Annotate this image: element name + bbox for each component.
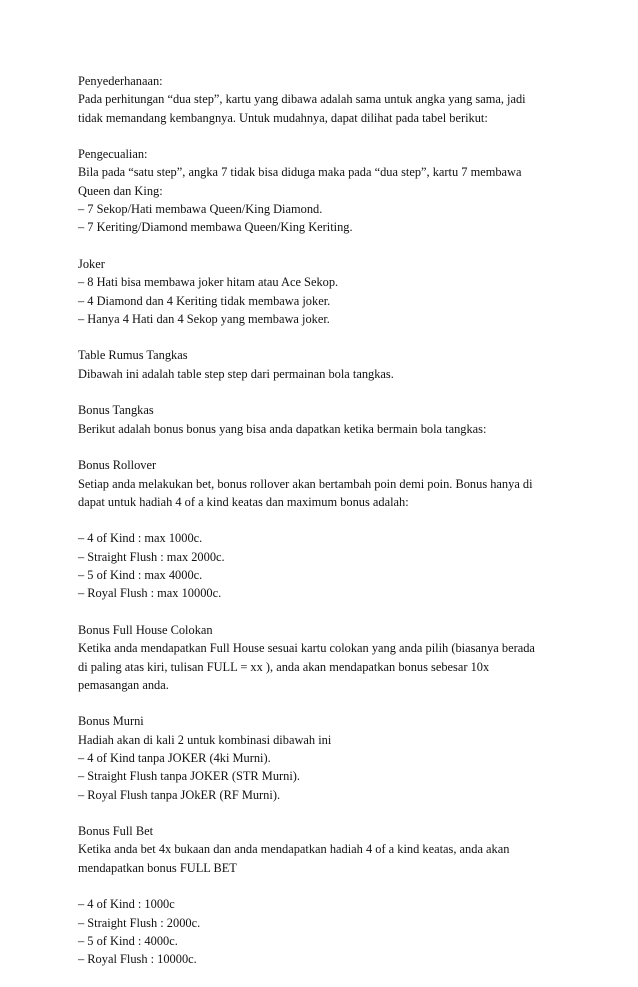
section-heading: Penyederhanaan: [78,74,163,88]
list-item: – Royal Flush : max 10000c. [78,586,222,601]
list-item: – Straight Flush : 2000c. [78,915,201,930]
list-item: – 8 Hati bisa membawa joker hitam atau Ace Sekop. [78,275,339,290]
paragraph-line: Setiap anda melakukan bet, bonus rollover akan bertambah poin demi poin. Bonus hanya di [78,476,533,491]
document-page [78,72,578,987]
section-heading: Bonus Tangkas [78,403,154,418]
paragraph-line: mendapatkan bonus FULL BET [78,860,237,875]
section-bonus-rollover [78,456,578,511]
section-heading: Bonus Murni [78,714,144,729]
section-heading: Bonus Rollover [78,458,157,473]
section-pengecualian [78,145,578,236]
paragraph-line: pemasangan anda. [78,677,169,692]
list-item: – Royal Flush tanpa JOkER (RF Murni). [78,787,281,802]
paragraph-line: Pada perhitungan “dua step”, kartu yang dibawa adalah sama untuk angka yang sama, jadi [78,92,526,107]
list-item: – 4 of Kind : max 1000c. [78,531,203,546]
paragraph-line: Ketika anda bet 4x bukaan dan anda mendapatkan hadiah 4 of a kind keatas, anda akan [78,842,510,857]
paragraph-line: Hadiah akan di kali 2 untuk kombinasi dibawah ini [78,732,332,747]
list-item: – Straight Flush : max 2000c. [78,549,225,564]
paragraph-line: tidak memandang kembangnya. Untuk mudahnya, dapat dilihat pada tabel berikut: [78,110,488,125]
section-table-rumus-tangkas [78,346,578,383]
list-item: – 4 Diamond dan 4 Keriting tidak membawa joker. [78,293,331,308]
section-bonus-murni [78,712,578,803]
full-bet-list [78,895,578,968]
paragraph-line: di paling atas kiri, tulisan FULL = xx ), anda akan mendapatkan bonus sebesar 10x [78,659,490,674]
paragraph-line: Ketika anda mendapatkan Full House sesuai kartu colokan yang anda pilih (biasanya berada [78,641,535,656]
list-item: – Straight Flush tanpa JOKER (STR Murni). [78,769,300,784]
section-bonus-tangkas [78,401,578,438]
section-penyederhanaan [78,72,578,127]
section-heading: Bonus Full Bet [78,824,154,839]
section-bonus-full-bet [78,822,578,877]
paragraph-line: dapat untuk hadiah 4 of a kind keatas dan maximum bonus adalah: [78,494,409,509]
paragraph-line: Berikut adalah bonus bonus yang bisa anda dapatkan ketika bermain bola tangkas: [78,421,487,436]
section-heading: Table Rumus Tangkas [78,348,188,363]
section-joker [78,255,578,328]
list-item: – 7 Sekop/Hati membawa Queen/King Diamond. [78,202,323,217]
list-item: – 5 of Kind : 4000c. [78,933,178,948]
list-item: – 4 of Kind tanpa JOKER (4ki Murni). [78,750,271,765]
list-item: – Royal Flush : 10000c. [78,952,197,967]
section-heading: Pengecualian: [78,147,148,162]
list-item: – Hanya 4 Hati dan 4 Sekop yang membawa joker. [78,311,330,326]
paragraph-line: Bila pada “satu step”, angka 7 tidak bisa diduga maka pada “dua step”, kartu 7 membawa [78,165,522,180]
paragraph-line: Dibawah ini adalah table step step dari permainan bola tangkas. [78,366,394,381]
rollover-list [78,529,578,602]
section-bonus-full-house-colokan [78,621,578,694]
section-heading: Bonus Full House Colokan [78,622,213,637]
paragraph-line: Queen dan King: [78,183,163,198]
list-item: – 4 of Kind : 1000c [78,897,175,912]
list-item: – 5 of Kind : max 4000c. [78,568,203,583]
list-item: – 7 Keriting/Diamond membawa Queen/King Keriting. [78,220,353,235]
section-heading: Joker [78,256,105,271]
